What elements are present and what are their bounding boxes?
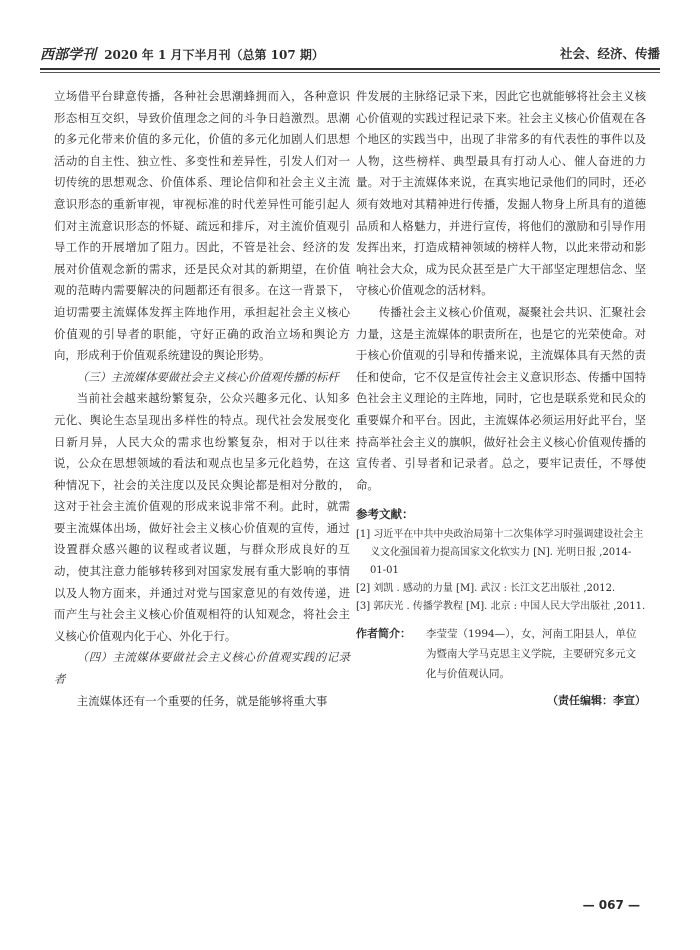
page-header (40, 38, 660, 66)
editor-credit: （责任编辑：李宣） (547, 693, 646, 707)
right-column-body (356, 86, 646, 496)
section-title: 社会、经济、传播 (559, 46, 660, 61)
body-paragraph: 当前社会越来越纷繁复杂，公众兴趣多元化、认知多元化、舆论生态呈现出多样性的特点。现代社会发展变化日新月异，人民大众的需求也纷繁复杂，相对于以往来说，公众在思想领域的看法和观点也呈多元化趋势，在这种情况下，社会的关注度以及民众舆论都是相对分散的，这对于社会主流价值观的形成来说非常不利。此时，就需要主流媒体出场，做好社会主义核心价值观的宣传，通过设置群众感兴趣的议程或者议题，与群众形成良好的互动，使其注意力能够转移到对国家发展有重大影响的事情以及人物方面来，并通过对党与国家意见的有效传递，进而产生与社会主义核心价值观相符的认知观念，将社会主义核心价值观内化于心、外化于行。 (54, 391, 350, 643)
section-subheading: （三）主流媒体要做社会主义核心价值观传播的标杆 (76, 369, 339, 384)
author-label: 作者简介： (356, 626, 411, 640)
references-title: 参考文献： (356, 507, 414, 522)
body-paragraph: 主流媒体还有一个重要的任务，就是能够将重大事 (76, 693, 328, 708)
author-bio (356, 624, 646, 684)
issue-info: 2020 年 1 月下半月刊（总第 107 期） (104, 48, 324, 62)
reference-item: [2] 刘凯 . 感动的力量 [M]. 武汉 : 长江文艺出版社 ,2012. (356, 582, 616, 594)
page-number: — 067 — (582, 898, 640, 912)
body-paragraph: 传播社会主义核心价值观，凝聚社会共识、汇聚社会力量，这是主流媒体的职责所在，也是它的光荣使命。对于核心价值观的引导和传播来说，主流媒体具有天然的责任和使命，它不仅是宣传社会主义意识形态、传播中国特色社会主义理论的主阵地，同时，它也是联系党和民众的重要媒介和平台。因此，主流媒体必须运用好此平台，坚持高举社会主义的旗帜，做好社会主义核心价值观传播的宣传者、引导者和记录者。总之，要牢记责任，不辱使命。 (356, 304, 646, 492)
right-column (356, 86, 646, 711)
reference-item: [3] 郭庆光 . 传播学教程 [M]. 北京 : 中国人民大学出版社 ,2011. (356, 600, 646, 612)
journal-logo: 西部学刊 (40, 47, 96, 63)
body-paragraph: 立场借平台肆意传播，各种社会思潮蜂拥而入，各种意识形态相互交织，导致价值理念之间的斗争日趋激烈。思潮的多元化带来价值的多元化，价值的多元化加剧人们思想活动的自主性、独立性、多变性和差异性，引发人们对一切传统的思想观念、价值体系、理论信仰和社会主义主流意识形态的重新审视，审视标准的时代差异性可能引起人们对主流意识形态的怀疑、疏远和排斥，对主流价值观引导工作的开展增加了阻力。因此，不管是社会、经济的发展对价值观念新的需求，还是民众对其的新期望，在价值观的范畴内需要解决的问题都还有很多。在这一背景下，迫切需要主流媒体发挥主阵地作用，承担起社会主义核心价值观的引导者的职能，守好正确的政治立场和舆论方向，形成利于价值观系统建设的舆论形势。 (54, 89, 350, 363)
body-paragraph: 件发展的主脉络记录下来，因此它也就能够将社会主义核心价值观的实践过程记录下来。社会主义核心价值观在各个地区的实践当中，出现了非常多的有代表性的事件以及人物，这些榜样、典型最具有打动人心、催人奋进的力量。对于主流媒体来说，在真实地记录他们的同时，还必须有效地对其精神进行传播，发掘人物身上所具有的道德品质和人格魅力，并进行宣传，将他们的激励和引导作用发挥出来，打造成精神领域的榜样人物，以此来带动和影响社会大众，成为民众甚至是广大干部坚定理想信念、坚守核心价值观念的活材料。 (356, 89, 646, 298)
left-column (54, 86, 350, 712)
section-subheading: （四）主流媒体要做社会主义核心价值观实践的记录者 (54, 650, 350, 687)
reference-item: [1] 习近平在中共中央政治局第十二次集体学习时强调建设社会主义文化强国着力提高国家文化软实力 [N]. 光明日报 ,2014-01-01 (356, 528, 644, 576)
header-rule-thin (40, 72, 660, 73)
header-journal (40, 44, 324, 64)
author-text: 李莹莹（1994—），女，河南工阳县人，单位为暨南大学马克思主义学院，主要研究多元文化与价值观认同。 (426, 627, 637, 680)
header-rule (40, 68, 660, 70)
